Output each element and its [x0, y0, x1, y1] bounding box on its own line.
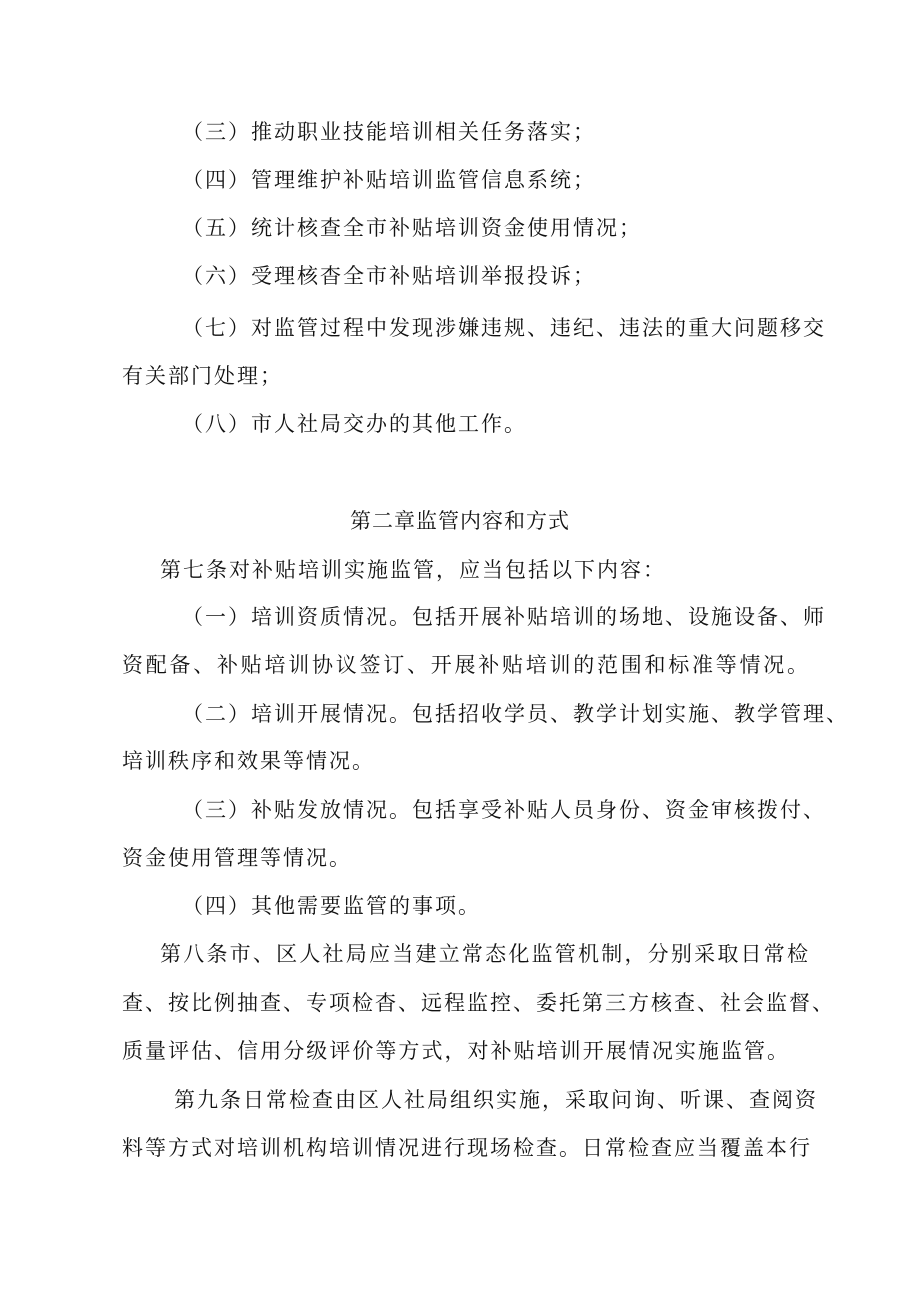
- item-other: （四）其他需要监管的事项。: [182, 894, 481, 918]
- list-item-five: （五）统计核查全市补贴培训资金使用情况；: [182, 216, 642, 240]
- item-training: （二）培训开展情况。包括招收学员、教学计划实施、教学管理、: [182, 702, 849, 726]
- item-subsidy-cont: 资金使用管理等情况。: [122, 846, 352, 870]
- article-nine-cont: 料等方式对培训机构培训情况进行现场检查。日常检查应当覆盖本行: [122, 1136, 812, 1160]
- article-seven: 第七条对补贴培训实施监管，应当包括以下内容：: [160, 558, 666, 582]
- article-nine: 第九条日常检查由区人社局组织实施，采取问询、听课、查阅资: [174, 1088, 818, 1112]
- article-eight-cont-1: 查、按比例抽查、专项检杳、远程监控、委托第三方核查、社会监督、: [122, 991, 835, 1015]
- item-qualification-cont: 资配备、补贴培训协议签订、开展补贴培训的范围和标准等情况。: [122, 653, 810, 677]
- list-item-six: （六）受理核杳全市补贴培训举报投诉；: [182, 264, 596, 288]
- chapter-title: 第二章监管内容和方式: [350, 509, 570, 533]
- list-item-seven: （七）对监管过程中发现涉嫌违规、违纪、违法的重大问题移交: [182, 316, 826, 340]
- list-item-eight: （八）市人社局交办的其他工作。: [182, 412, 527, 436]
- item-training-cont: 培训秩序和效果等情况。: [122, 749, 375, 773]
- article-eight-cont-2: 质量评估、信用分级评价等方式，对补贴培训开展情况实施监管。: [122, 1039, 790, 1063]
- list-item-four: （四）管理维护补贴培训监管信息系统；: [182, 168, 596, 192]
- item-subsidy: （三）补贴发放情况。包括享受补贴人员身份、资金审核拨付、: [182, 798, 826, 822]
- list-item-three: （三）推动职业技能培训相关任务落实；: [182, 120, 596, 144]
- article-eight: 第八条市、区人社局应当建立常态化监管机制，分别采取日常检: [160, 942, 810, 966]
- list-item-seven-cont: 有关部门处理；: [122, 364, 283, 388]
- item-qualification: （一）培训资质情况。包括开展补贴培训的场地、设施设备、师: [182, 605, 826, 629]
